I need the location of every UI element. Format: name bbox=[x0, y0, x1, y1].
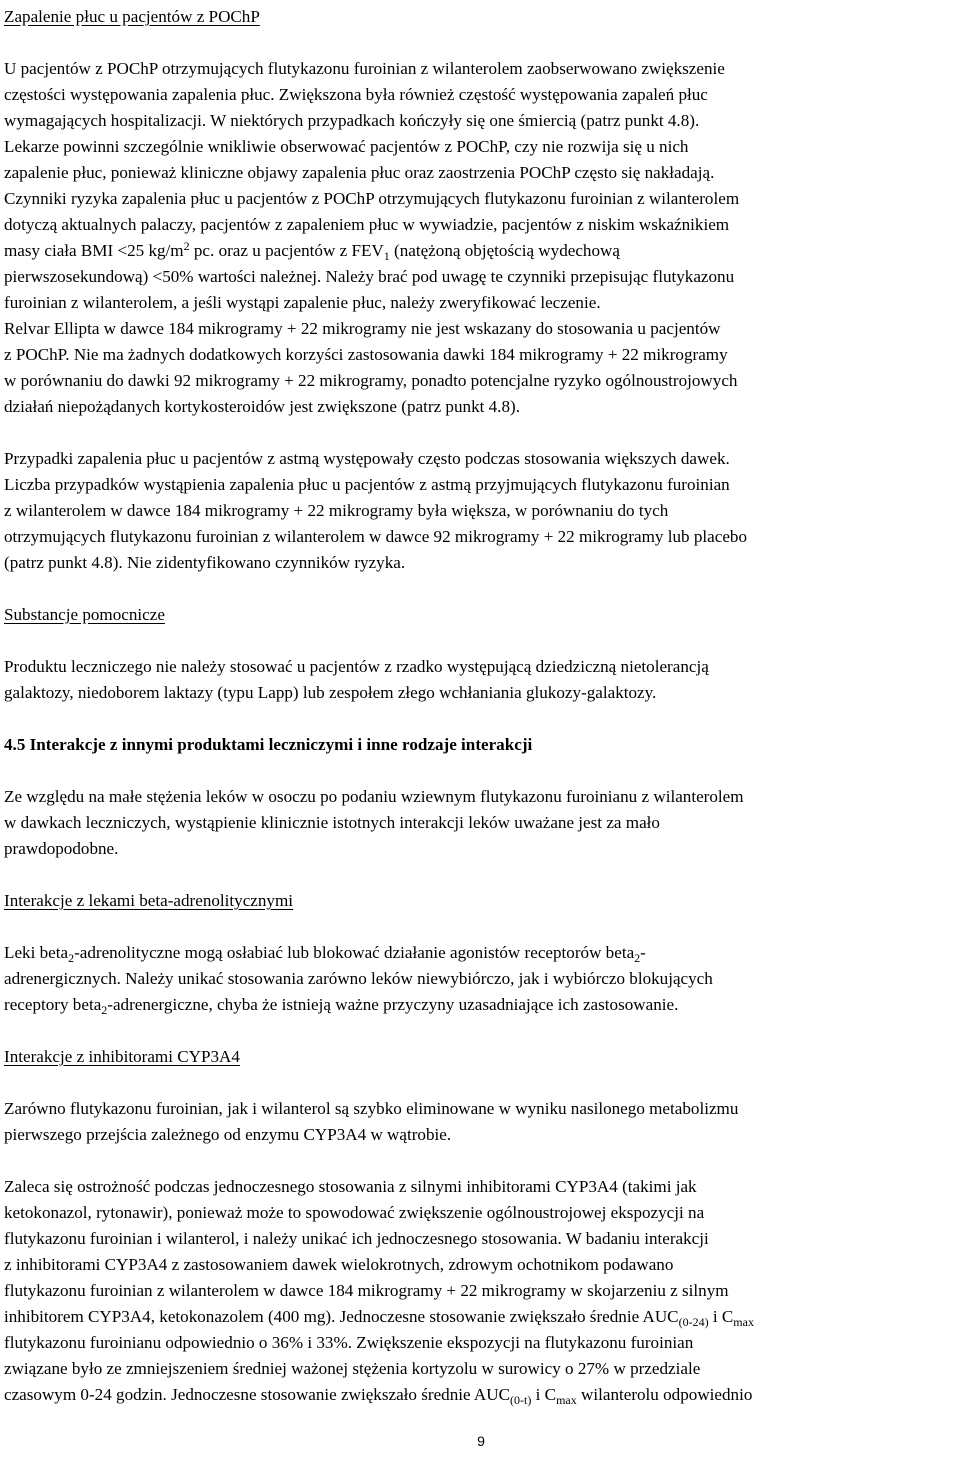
text-copd-b: pc. oraz u pacjentów z FEV bbox=[189, 241, 384, 260]
subscript-max-a: max bbox=[733, 1315, 754, 1329]
subscript-0-t: (0-t) bbox=[510, 1393, 532, 1407]
paragraph-cyp3a4-metabolism: Zarówno flutykazonu furoinian, jak i wilanterol są szybko eliminowane w wyniku nasilonego metabolizmu pierwszego przejścia zależnego od enzymu CYP3A4 w wątrobie. bbox=[4, 1099, 739, 1144]
heading-pneumonia-copd: Zapalenie płuc u pacjentów z POChP bbox=[4, 7, 260, 26]
subscript-2c: 2 bbox=[101, 1003, 108, 1017]
heading-excipients: Substancje pomocnicze bbox=[4, 605, 165, 624]
heading-section-4-5: 4.5 Interakcje z innymi produktami leczniczymi i inne rodzaje interakcji bbox=[4, 735, 533, 754]
text-cyp2-a: Zaleca się ostrożność podczas jednoczesnego stosowania z silnymi inhibitorami CYP3A4 (takimi jak ketokonazol, rytonawir), ponieważ może to spowodować zwiększenie ogólnoustrojowej ekspozycji na flutykazonu furoinian i wilanterol, i należy unikać ich jednoczesnego stosowania. W badaniu interakcji z inhibitorami CYP3A4 z zastosowaniem dawek wielokrotnych, zdrowym ochotnikom podawano flutykazonu furoinian z wilanterolem w dawce 184 mikrogramy + 22 mikrogramy w skojarzeniu z silnym inhibitorem CYP3A4, ketokonazolem (400 mg). Jednoczesne stosowanie zwiększało średnie AUC bbox=[4, 1177, 729, 1326]
text-copd-a: U pacjentów z POChP otrzymujących flutykazonu furoinian z wilanterolem zaobserwowano zwiększenie częstości występowania zapalenia płuc. Zwiększona była również częstość występowania zapaleń płuc wymagających hospitalizacji. W niektórych przypadkach kończyły się one śmiercią (patrz punkt 4.8). Lekarze powinni szczególnie wnikliwie obserwować pacjentów z POChP, czy nie rozwija się u nich zapalenie płuc, ponieważ kliniczne objawy zapalenia płuc oraz zaostrzenia POChP często się nakładają. Czynniki ryzyka zapalenia płuc u pacjentów z POChP otrzymujących flutykazonu furoinian z wilanterolem dotyczą aktualnych palaczy, pacjentów z zapaleniem płuc w wywiadzie, pacjentów z niskim wskaźnikiem masy ciała BMI <25 kg/m bbox=[4, 59, 740, 260]
text-cyp2-d: i C bbox=[531, 1385, 557, 1404]
subscript-1: 1 bbox=[383, 249, 390, 263]
document-page bbox=[4, 0, 958, 1457]
text-copd-c: (natężoną objętością wydechową pierwszosekundową) <50% wartości należnej. Należy brać pod uwagę te czynniki przepisując flutykazonu furoinian z wilanterolem, a jeśli wystąpi zapalenie płuc, należy zweryfikować leczenie. Relvar Ellipta w dawce 184 mikrogramy + 22 mikrogramy nie jest wskazany do stosowania u pacjentów z POChP. Nie ma żadnych dodatkowych korzyści zastosowania dawki 184 mikrogramy + 22 mikrogramy w porównaniu do dawki 92 mikrogramy + 22 mikrogramy, ponadto potencjalne ryzyko ogólnoustrojowych działań niepożądanych kortykosteroidów jest zwiększone (patrz punkt 4.8). bbox=[4, 241, 738, 416]
text-beta-c: - adrenergicznych. Należy unikać stosowania zarówno leków niewybiórczo, jak i wybiórczo blokujących receptory beta bbox=[4, 943, 713, 1014]
text-beta-a: Leki beta bbox=[4, 943, 69, 962]
text-cyp2-c: flutykazonu furoinianu odpowiednio o 36% i 33%. Zwiększenie ekspozycji na flutykazonu furoinian związane było ze zmniejszeniem średniej ważonej stężenia kortyzolu w surowicy o 27% w przedziale czasowym 0-24 godzin. Jednoczesne stosowanie zwiększało średnie AUC bbox=[4, 1333, 701, 1404]
paragraph-excipients: Produktu leczniczego nie należy stosować u pacjentów z rzadko występującą dziedziczną nietolerancją galaktozy, niedoborem laktazy (typu Lapp) lub zespołem złego wchłaniania glukozy-galaktozy. bbox=[4, 657, 709, 702]
subscript-2b: 2 bbox=[634, 951, 641, 965]
text-cyp2-e: wilanterolu odpowiednio bbox=[576, 1385, 753, 1404]
subscript-0-24: (0-24) bbox=[678, 1315, 709, 1329]
paragraph-asthma-pneumonia: Przypadki zapalenia płuc u pacjentów z astmą występowały często podczas stosowania większych dawek. Liczba przypadków wystąpienia zapalenia płuc u pacjentów z astmą przyjmujących flutykazonu furoinian z wilanterolem w dawce 184 mikrogramy + 22 mikrogramy była większa, w porównaniu do tych otrzymujących flutykazonu furoinian z wilanterolem w dawce 92 mikrogramy + 22 mikrogramy lub placebo (patrz punkt 4.8). Nie zidentyfikowano czynników ryzyka. bbox=[4, 449, 748, 572]
paragraph-copd-pneumonia bbox=[4, 56, 958, 420]
heading-beta-blockers: Interakcje z lekami beta-adrenolitycznymi bbox=[4, 891, 294, 910]
heading-cyp3a4: Interakcje z inhibitorami CYP3A4 bbox=[4, 1047, 240, 1066]
text-beta-b: -adrenolityczne mogą osłabiać lub blokować działanie agonistów receptorów beta bbox=[74, 943, 635, 962]
page-number: 9 bbox=[477, 1433, 485, 1449]
paragraph-beta-blockers bbox=[4, 940, 958, 1018]
paragraph-interactions-intro: Ze względu na małe stężenia leków w osoczu po podaniu wziewnym flutykazonu furoinianu z wilanterolem w dawkach leczniczych, wystąpienie klinicznie istotnych interakcji leków uważane jest za mało prawdopodobne. bbox=[4, 787, 744, 858]
subscript-2a: 2 bbox=[68, 951, 75, 965]
superscript-2: 2 bbox=[183, 239, 190, 253]
text-cyp2-b: i C bbox=[708, 1307, 734, 1326]
text-beta-d: -adrenergiczne, chyba że istnieją ważne przyczyny uzasadniające ich zastosowanie. bbox=[107, 995, 679, 1014]
paragraph-cyp3a4-interaction-study bbox=[4, 1174, 958, 1408]
subscript-max-b: max bbox=[556, 1393, 577, 1407]
